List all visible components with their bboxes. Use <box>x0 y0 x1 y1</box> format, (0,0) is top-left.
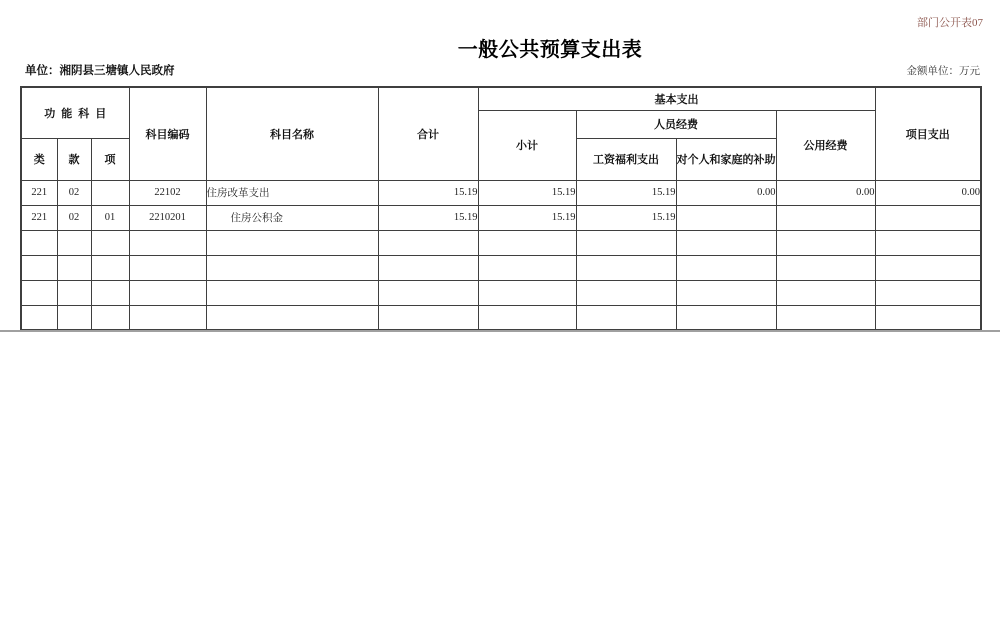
cell-subject-name: 住房公积金 <box>206 205 378 230</box>
cell-individual-family-subsidy <box>676 280 776 305</box>
corner-label: 部门公开表07 <box>917 17 983 29</box>
amount-unit-label: 金额单位：万元 <box>906 65 980 77</box>
cell-wage-welfare <box>576 305 676 330</box>
cell-wage-welfare: 15.19 <box>576 180 676 205</box>
header-item: 项 <box>91 138 129 180</box>
cell-subtotal <box>478 255 576 280</box>
unit-row <box>25 62 980 78</box>
cell-subject-code <box>129 305 206 330</box>
header-subtotal: 小计 <box>478 110 576 180</box>
header-row-1 <box>21 87 981 110</box>
header-wage-welfare: 工资福利支出 <box>576 138 676 180</box>
header-subject-name: 科目名称 <box>206 87 378 180</box>
cell-subject-name <box>206 230 378 255</box>
table-row <box>21 280 981 305</box>
cell-individual-family-subsidy <box>676 305 776 330</box>
cell-subject-name <box>206 280 378 305</box>
header-individual-family-subsidy: 对个人和家庭的补助 <box>676 138 776 180</box>
cell-total <box>378 305 478 330</box>
cell-wage-welfare <box>576 280 676 305</box>
budget-table <box>20 86 982 331</box>
cell-total: 15.19 <box>378 180 478 205</box>
cell-category: 221 <box>21 180 57 205</box>
cell-item <box>91 255 129 280</box>
cell-project-expenditure: 0.00 <box>875 180 981 205</box>
table-row <box>21 205 981 230</box>
page-bottom-edge <box>0 330 1000 332</box>
cell-wage-welfare <box>576 230 676 255</box>
unit-label: 单位：湘阴县三塘镇人民政府 <box>25 65 175 77</box>
cell-project-expenditure <box>875 255 981 280</box>
cell-section <box>57 305 91 330</box>
header-project-expenditure: 项目支出 <box>875 87 981 180</box>
cell-category <box>21 280 57 305</box>
cell-individual-family-subsidy <box>676 255 776 280</box>
header-total: 合计 <box>378 87 478 180</box>
cell-subject-code: 2210201 <box>129 205 206 230</box>
header-personnel-funds: 人员经费 <box>576 110 776 138</box>
cell-subject-name <box>206 255 378 280</box>
cell-individual-family-subsidy <box>676 230 776 255</box>
cell-project-expenditure <box>875 280 981 305</box>
cell-individual-family-subsidy <box>676 205 776 230</box>
cell-wage-welfare <box>576 255 676 280</box>
header-section: 款 <box>57 138 91 180</box>
cell-item <box>91 180 129 205</box>
cell-project-expenditure <box>875 305 981 330</box>
cell-public-funds <box>776 280 875 305</box>
header-subject-code: 科目编码 <box>129 87 206 180</box>
cell-section <box>57 280 91 305</box>
cell-project-expenditure <box>875 230 981 255</box>
cell-subject-code <box>129 230 206 255</box>
table-row <box>21 180 981 205</box>
cell-section: 02 <box>57 180 91 205</box>
cell-subject-code: 22102 <box>129 180 206 205</box>
cell-total <box>378 255 478 280</box>
cell-wage-welfare: 15.19 <box>576 205 676 230</box>
header-functional-subject: 功能科目 <box>21 87 129 138</box>
cell-individual-family-subsidy: 0.00 <box>676 180 776 205</box>
table-row <box>21 230 981 255</box>
cell-category <box>21 230 57 255</box>
cell-subject-name <box>206 305 378 330</box>
cell-public-funds <box>776 255 875 280</box>
cell-subtotal <box>478 280 576 305</box>
header-public-funds: 公用经费 <box>776 110 875 180</box>
table-row <box>21 305 981 330</box>
cell-subject-name: 住房改革支出 <box>206 180 378 205</box>
cell-public-funds: 0.00 <box>776 180 875 205</box>
cell-section: 02 <box>57 205 91 230</box>
cell-subtotal: 15.19 <box>478 180 576 205</box>
cell-public-funds <box>776 305 875 330</box>
cell-item <box>91 280 129 305</box>
cell-item <box>91 305 129 330</box>
cell-total <box>378 280 478 305</box>
cell-subject-code <box>129 255 206 280</box>
cell-subtotal <box>478 230 576 255</box>
table-row <box>21 255 981 280</box>
cell-public-funds <box>776 230 875 255</box>
cell-total <box>378 230 478 255</box>
page-title: 一般公共预算支出表 <box>457 39 643 61</box>
cell-total: 15.19 <box>378 205 478 230</box>
header-basic-expenditure: 基本支出 <box>478 87 875 110</box>
cell-subtotal <box>478 305 576 330</box>
cell-subtotal: 15.19 <box>478 205 576 230</box>
cell-public-funds <box>776 205 875 230</box>
cell-item: 01 <box>91 205 129 230</box>
cell-category <box>21 255 57 280</box>
cell-category: 221 <box>21 205 57 230</box>
cell-category <box>21 305 57 330</box>
cell-section <box>57 230 91 255</box>
cell-item <box>91 230 129 255</box>
header-category: 类 <box>21 138 57 180</box>
cell-subject-code <box>129 280 206 305</box>
cell-section <box>57 255 91 280</box>
cell-project-expenditure <box>875 205 981 230</box>
